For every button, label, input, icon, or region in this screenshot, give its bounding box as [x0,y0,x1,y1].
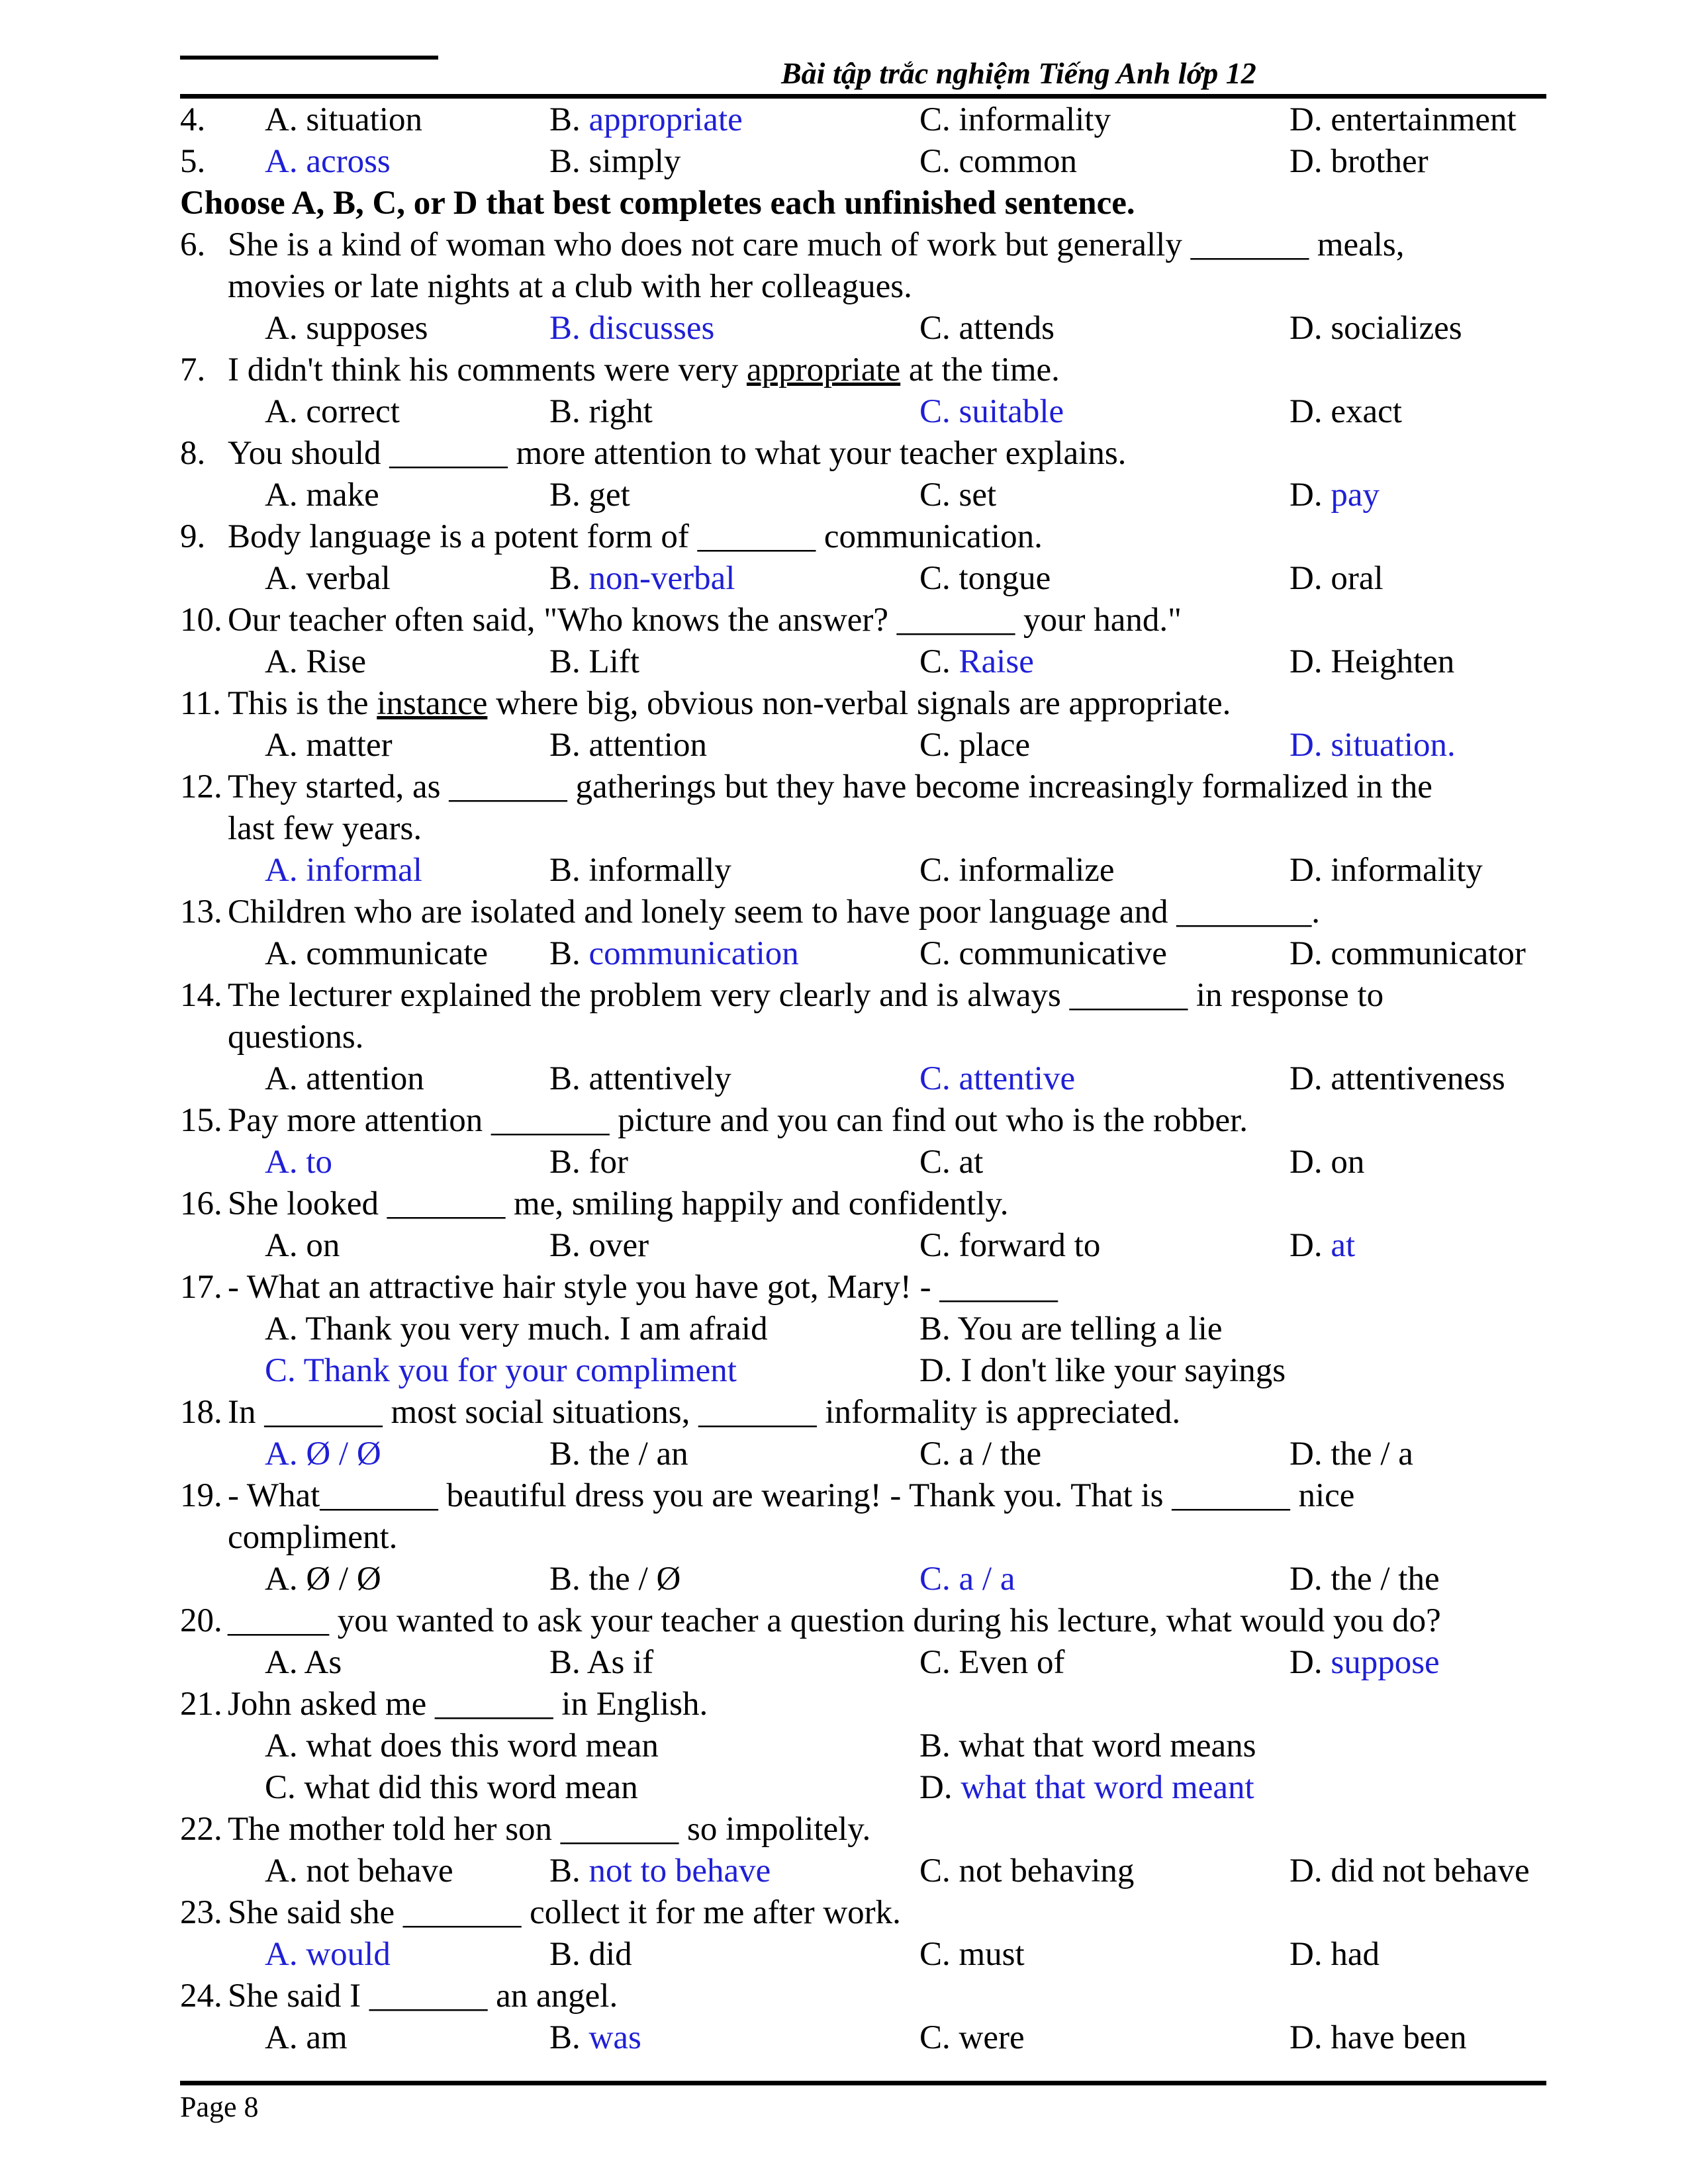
text-segment: This is the [228,685,377,722]
option-b: B. Lift [549,643,639,680]
answer-word: what that word meant [961,1769,1254,1806]
option-d: D. I don't like your sayings [919,1352,1286,1389]
question-text: The mother told her son _______ so impolitely. [228,1811,871,1848]
question-6-stem-cont [180,266,1557,308]
option-c-answer: C. Thank you for your compliment [265,1352,737,1389]
footer-rule [180,2081,1546,2085]
question-24-options [180,2017,1557,2059]
option-b: B. attention [549,727,707,764]
question-7-options [180,391,1557,433]
option-c-answer: C. suitable [919,393,1064,430]
question-8-options [180,475,1557,516]
question-10-options [180,641,1557,683]
option-a-answer: A. Ø / Ø [265,1435,381,1473]
text-segment: where big, obvious non-verbal signals are appropriate. [487,685,1231,722]
question-12-stem [180,766,1557,808]
answer-word: not to behave [588,1852,771,1889]
question-6-options [180,308,1557,349]
option-c: C. common [919,143,1077,180]
question-number: 10. [180,602,222,639]
question-number: 9. [180,518,206,555]
question-19-stem [180,1475,1557,1517]
answer-word: appropriate [588,101,743,138]
answer-word: pay [1331,477,1380,514]
option-letter: D. [1289,1227,1331,1264]
answer-word: communication [588,935,799,972]
option-a: A. communicate [265,935,489,972]
option-b-answer: B. discusses [549,310,715,347]
question-14-options [180,1058,1557,1100]
question-9-stem [180,516,1557,558]
option-letter: B. [549,935,589,972]
question-24-stem [180,1976,1557,2017]
question-20-stem [180,1600,1557,1642]
question-18-stem [180,1392,1557,1433]
question-16-stem [180,1183,1557,1225]
instruction-text: Choose A, B, C, or D that best completes each unfinished sentence. [180,185,1135,222]
question-9-options [180,558,1557,600]
question-number: 19. [180,1477,222,1514]
option-a: A. not behave [265,1852,453,1889]
question-text: movies or late nights at a club with her colleagues. [228,268,912,305]
question-text: questions. [228,1019,364,1056]
option-c: C. place [919,727,1031,764]
question-number: 21. [180,1686,222,1723]
question-text: The lecturer explained the problem very clearly and is always _______ in response to [228,977,1384,1014]
question-15-options [180,1142,1557,1183]
question-22-options [180,1850,1557,1892]
option-a: A. on [265,1227,340,1264]
option-b: B. what that word means [919,1727,1256,1764]
question-11-options [180,725,1557,766]
option-d: D. informality [1289,852,1483,889]
option-b [549,933,799,975]
question-17-stem [180,1267,1557,1308]
question-number: 8. [180,435,206,472]
question-20-options [180,1642,1557,1684]
option-d: D. socializes [1289,310,1462,347]
question-text: She said I _______ an angel. [228,1978,618,2015]
question-text: She is a kind of woman who does not care much of work but generally _______ meals, [228,226,1405,263]
text-segment: I didn't think his comments were very [228,351,747,388]
option-c: C. informalize [919,852,1115,889]
option-c: C. were [919,2019,1025,2056]
question-14-stem [180,975,1557,1017]
question-number: 22. [180,1811,222,1848]
option-b: B. informally [549,852,731,889]
page-number: Page 8 [180,2091,259,2123]
option-c: C. a / the [919,1435,1042,1473]
option-b [549,1850,771,1892]
option-a: A. Rise [265,643,366,680]
option-c: C. attends [919,310,1055,347]
option-letter: D. [919,1769,961,1806]
option-c: C. tongue [919,560,1051,597]
option-b: B. the / Ø [549,1561,681,1598]
option-c: C. forward to [919,1227,1101,1264]
option-d: D. brother [1289,143,1429,180]
answer-word: non-verbal [588,560,735,597]
underlined-word: appropriate [746,351,901,388]
question-text: Children who are isolated and lonely seem to have poor language and ________. [228,893,1320,931]
option-a: A. Thank you very much. I am afraid [265,1310,768,1347]
question-number: 7. [180,351,206,388]
question-text: She said she _______ collect it for me after work. [228,1894,901,1931]
question-12-stem-cont [180,808,1557,850]
question-10-stem [180,600,1557,641]
option-letter: B. [549,101,589,138]
question-text: In _______ most social situations, _______ informality is appreciated. [228,1394,1181,1431]
option-letter: D. [1289,477,1331,514]
question-text: last few years. [228,810,422,847]
question-text: - What an attractive hair style you have got, Mary! - _______ [228,1269,1058,1306]
option-d: D. attentiveness [1289,1060,1505,1097]
option-d: D. exact [1289,393,1402,430]
option-b [549,2017,641,2059]
option-c: C. informality [919,101,1111,138]
option-a: A. situation [265,101,422,138]
question-15-stem [180,1100,1557,1142]
question-number: 17. [180,1269,222,1306]
question-4-options [180,99,1557,141]
question-text: John asked me _______ in English. [228,1686,708,1723]
option-d [1289,1642,1440,1684]
option-a-answer: A. to [265,1144,332,1181]
question-8-stem [180,433,1557,475]
option-c-answer: C. a / a [919,1561,1015,1598]
option-d: D. have been [1289,2019,1467,2056]
question-21-options-2 [180,1767,1557,1809]
question-5-options [180,141,1557,183]
option-a: A. what does this word mean [265,1727,659,1764]
option-d: D. on [1289,1144,1365,1181]
option-d: D. the / the [1289,1561,1440,1598]
question-number: 5. [180,143,206,180]
question-21-stem [180,1684,1557,1725]
question-7-stem [180,349,1557,391]
question-text: She looked _______ me, smiling happily and confidently. [228,1185,1009,1222]
question-text [228,683,1231,725]
question-text: Our teacher often said, "Who knows the answer? _______ your hand." [228,602,1182,639]
question-13-options [180,933,1557,975]
answer-word: Raise [959,643,1034,680]
option-d: D. did not behave [1289,1852,1530,1889]
option-b: B. over [549,1227,649,1264]
option-b [549,558,735,600]
option-a: A. supposes [265,310,428,347]
question-text: ______ you wanted to ask your teacher a question during his lecture, what would you do? [228,1602,1441,1639]
option-b: B. attentively [549,1060,731,1097]
question-text: They started, as _______ gatherings but they have become increasingly formalized in the [228,768,1432,805]
option-letter: C. [919,643,959,680]
question-text: - What_______ beautiful dress you are wearing! - Thank you. That is _______ nice [228,1477,1355,1514]
question-number: 4. [180,101,206,138]
option-c-answer: C. attentive [919,1060,1076,1097]
option-c: C. not behaving [919,1852,1135,1889]
option-b: B. simply [549,143,681,180]
option-c: C. at [919,1144,984,1181]
option-a-answer: A. would [265,1936,391,1973]
question-23-stem [180,1892,1557,1934]
option-b: B. right [549,393,653,430]
option-a: A. make [265,477,379,514]
exercise-content [180,99,1557,2059]
underlined-word: instance [377,685,488,722]
question-number: 14. [180,977,222,1014]
answer-word: suppose [1331,1644,1440,1681]
option-a: A. As [265,1644,342,1681]
answer-word: at [1331,1227,1356,1264]
question-22-stem [180,1809,1557,1850]
option-d [1289,475,1380,516]
option-d: D. the / a [1289,1435,1413,1473]
option-letter: D. [1289,1644,1331,1681]
answer-word: was [588,2019,641,2056]
question-number: 12. [180,768,222,805]
question-number: 20. [180,1602,222,1639]
question-17-options-1 [180,1308,1557,1350]
option-c: C. what did this word mean [265,1769,638,1806]
question-17-options-2 [180,1350,1557,1392]
question-number: 15. [180,1102,222,1139]
option-b [549,99,743,141]
option-letter: B. [549,1852,589,1889]
question-number: 6. [180,226,206,263]
question-23-options [180,1934,1557,1976]
question-text: Pay more attention _______ picture and you can find out who is the robber. [228,1102,1248,1139]
option-a-answer: A. across [265,143,391,180]
question-11-stem [180,683,1557,725]
option-b: B. the / an [549,1435,688,1473]
question-number: 16. [180,1185,222,1222]
question-16-options [180,1225,1557,1267]
option-a: A. correct [265,393,400,430]
question-21-options-1 [180,1725,1557,1767]
question-18-options [180,1433,1557,1475]
question-19-stem-cont [180,1517,1557,1559]
question-6-stem [180,224,1557,266]
question-number: 23. [180,1894,222,1931]
question-19-options [180,1559,1557,1600]
option-a: A. verbal [265,560,391,597]
option-d [919,1767,1254,1809]
option-c [919,641,1034,683]
option-d: D. communicator [1289,935,1526,972]
question-number: 11. [180,685,221,722]
option-d [1289,1225,1355,1267]
question-14-stem-cont [180,1017,1557,1058]
section-instruction [180,183,1557,224]
question-number: 13. [180,893,222,931]
option-a: A. Ø / Ø [265,1561,381,1598]
option-a: A. am [265,2019,348,2056]
header-rule [180,94,1546,99]
option-d: D. had [1289,1936,1380,1973]
question-number: 18. [180,1394,222,1431]
option-c: C. Even of [919,1644,1065,1681]
option-b: B. for [549,1144,628,1181]
option-b: B. You are telling a lie [919,1310,1223,1347]
header-rule-short [180,56,438,60]
option-a: A. matter [265,727,393,764]
option-d: D. oral [1289,560,1383,597]
option-letter: B. [549,560,589,597]
option-c: C. set [919,477,997,514]
text-segment: at the time. [900,351,1060,388]
option-a-answer: A. informal [265,852,422,889]
page-header-title: Bài tập trắc nghiệm Tiếng Anh lớp 12 [781,56,1256,90]
option-b: B. did [549,1936,632,1973]
question-number: 24. [180,1978,222,2015]
question-text [228,349,1060,391]
question-12-options [180,850,1557,891]
option-d: D. entertainment [1289,101,1517,138]
question-text: compliment. [228,1519,398,1556]
option-d: D. Heighten [1289,643,1455,680]
option-c: C. must [919,1936,1025,1973]
option-c: C. communicative [919,935,1167,972]
option-d-answer: D. situation. [1289,727,1456,764]
option-b: B. As if [549,1644,654,1681]
option-a: A. attention [265,1060,424,1097]
question-text: You should _______ more attention to what your teacher explains. [228,435,1127,472]
question-text: Body language is a potent form of _______ communication. [228,518,1043,555]
option-letter: B. [549,2019,589,2056]
option-b: B. get [549,477,630,514]
question-13-stem [180,891,1557,933]
